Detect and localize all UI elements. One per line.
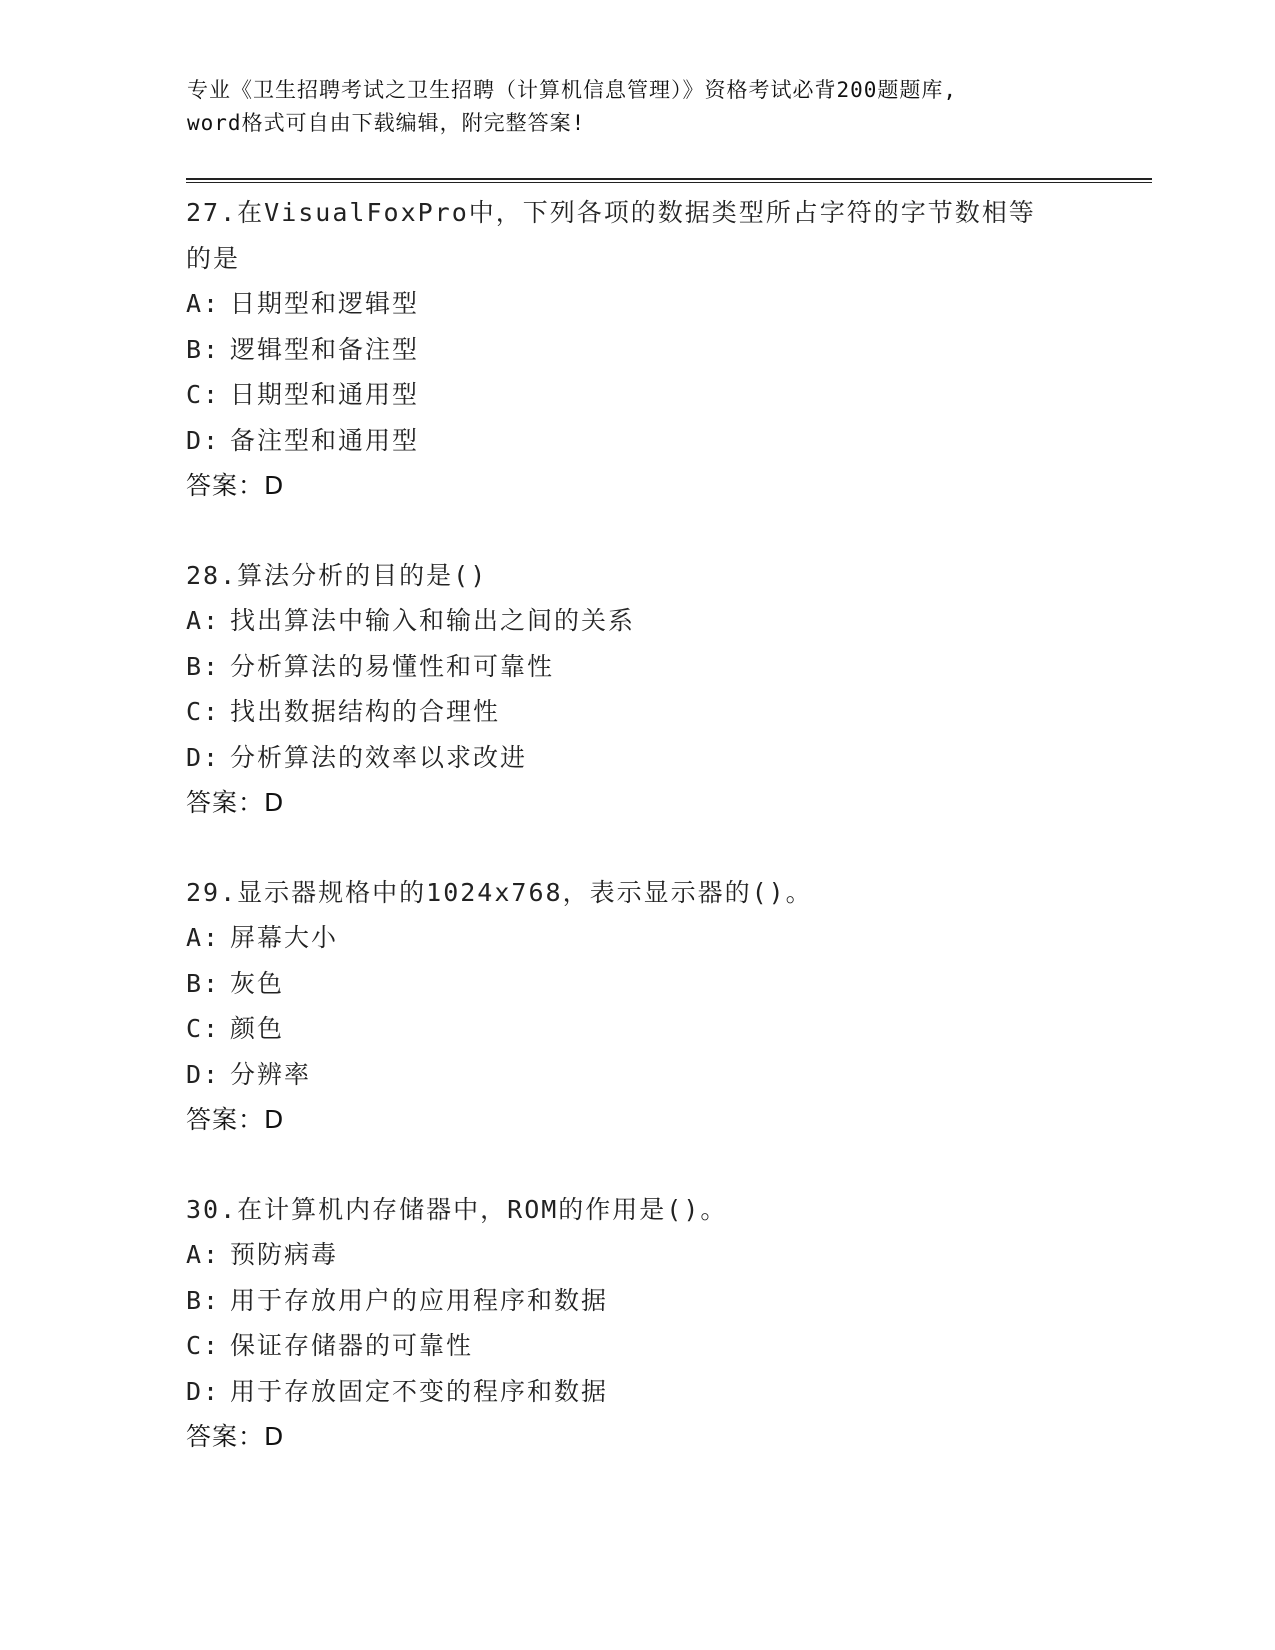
option-text: 找出数据结构的合理性	[230, 697, 501, 726]
option-text: 逻辑型和备注型	[230, 334, 420, 364]
option-letter: D:	[186, 1059, 221, 1089]
option-letter: A:	[186, 289, 221, 318]
option-letter: D:	[186, 742, 221, 772]
option-b	[186, 644, 1126, 690]
question-stem-line: 29.显示器规格中的1024x768，表示显示器的()。	[186, 877, 813, 907]
question-stem-line: 30.在计算机内存储器中，ROM的作用是()。	[186, 1194, 728, 1224]
option-text: 颜色	[230, 1014, 285, 1043]
option-text: 用于存放用户的应用程序和数据	[230, 1285, 609, 1315]
option-letter: C:	[186, 1331, 221, 1360]
answer-line: 答案：D	[186, 788, 285, 817]
option-b	[186, 1278, 1126, 1324]
question-stem-line: 27.在VisualFoxPro中，下列各项的数据类型所占字符的字节数相等	[186, 198, 1036, 227]
option-letter: B:	[186, 1285, 221, 1315]
option-text: 日期型和逻辑型	[230, 289, 420, 318]
option-a	[186, 598, 1126, 644]
question-stem-line: 的是	[186, 243, 241, 273]
option-letter: C:	[186, 380, 221, 409]
option-text: 保证存储器的可靠性	[230, 1331, 474, 1360]
option-letter: B:	[186, 651, 221, 681]
question-29	[186, 870, 1126, 1143]
question-stem	[186, 553, 1126, 599]
option-b	[186, 961, 1126, 1007]
header-title-line: 专业《卫生招聘考试之卫生招聘（计算机信息管理）》资格考试必背200题题库,	[187, 78, 958, 102]
option-text: 屏幕大小	[230, 923, 339, 952]
option-letter: D:	[186, 425, 221, 455]
question-28	[186, 553, 1126, 826]
option-letter: A:	[186, 1240, 221, 1269]
option-a	[186, 281, 1126, 327]
header-divider	[186, 178, 1152, 183]
option-letter: A:	[186, 606, 221, 635]
option-text: 用于存放固定不变的程序和数据	[230, 1376, 609, 1406]
option-letter: C:	[186, 697, 221, 726]
option-text: 分析算法的易懂性和可靠性	[230, 651, 555, 681]
option-text: 灰色	[230, 968, 285, 998]
header-subtitle-line: word格式可自由下载编辑，附完整答案!	[187, 111, 586, 135]
option-text: 预防病毒	[230, 1240, 339, 1269]
answer-line: 答案：D	[186, 1105, 285, 1134]
question-27	[186, 190, 1126, 509]
question-list	[186, 190, 1126, 1504]
question-stem	[186, 1187, 1126, 1233]
option-letter: D:	[186, 1376, 221, 1406]
option-text: 分析算法的效率以求改进	[230, 742, 528, 772]
option-b	[186, 327, 1126, 373]
option-c	[186, 372, 1126, 418]
option-text: 日期型和通用型	[230, 380, 420, 409]
option-text: 找出算法中输入和输出之间的关系	[230, 606, 636, 635]
option-d	[186, 1052, 1126, 1098]
option-letter: C:	[186, 1014, 221, 1043]
option-text: 分辨率	[230, 1059, 312, 1089]
question-stem-line: 28.算法分析的目的是()	[186, 560, 488, 590]
option-text: 备注型和通用型	[230, 425, 420, 455]
option-c	[186, 1323, 1126, 1369]
answer-line: 答案：D	[186, 471, 285, 500]
option-letter: B:	[186, 334, 221, 364]
document-header	[187, 74, 1067, 140]
option-d	[186, 735, 1126, 781]
option-a	[186, 1232, 1126, 1278]
question-30	[186, 1187, 1126, 1460]
option-c	[186, 689, 1126, 735]
question-stem	[186, 190, 1126, 281]
option-d	[186, 418, 1126, 464]
option-d	[186, 1369, 1126, 1415]
answer-line: 答案：D	[186, 1422, 285, 1451]
option-c	[186, 1006, 1126, 1052]
question-stem	[186, 870, 1126, 916]
option-a	[186, 915, 1126, 961]
option-letter: B:	[186, 968, 221, 998]
option-letter: A:	[186, 923, 221, 952]
